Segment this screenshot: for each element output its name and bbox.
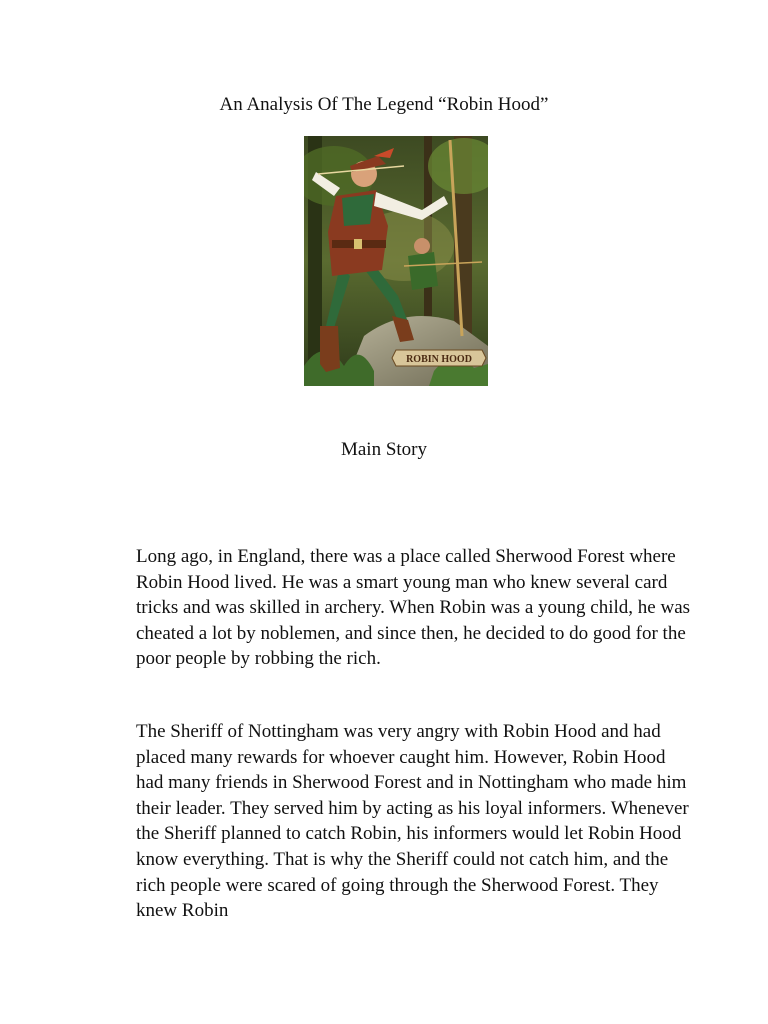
paragraph: The Sheriff of Nottingham was very angry with Robin Hood and had placed many rewards for whoever caught him. However, Robin Hood had many friends in Sherwood Forest and in Nottingham who made him their leader. They served him by acting as his loyal informers. Whenever the Sheriff planned to catch Robin, his informers would let Robin Hood know everything. That is why the Sheriff could not catch him, and the rich people were scared of going through the Sherwood Forest. They knew Robin — [136, 721, 689, 922]
cover-caption: ROBIN HOOD — [406, 354, 472, 365]
paragraph: Long ago, in England, there was a place called Sherwood Forest where Robin Hood lived. He was a smart young man who knew several card tricks and was skilled in archery. When Robin was a young child, he was cheated a lot by noblemen, and since then, he decided to do good for the poor people by robbing the rich. — [136, 546, 691, 670]
document-title: An Analysis Of The Legend “Robin Hood” — [219, 94, 549, 115]
section-heading: Main Story — [340, 439, 428, 460]
robin-hood-cover-image — [304, 136, 488, 386]
